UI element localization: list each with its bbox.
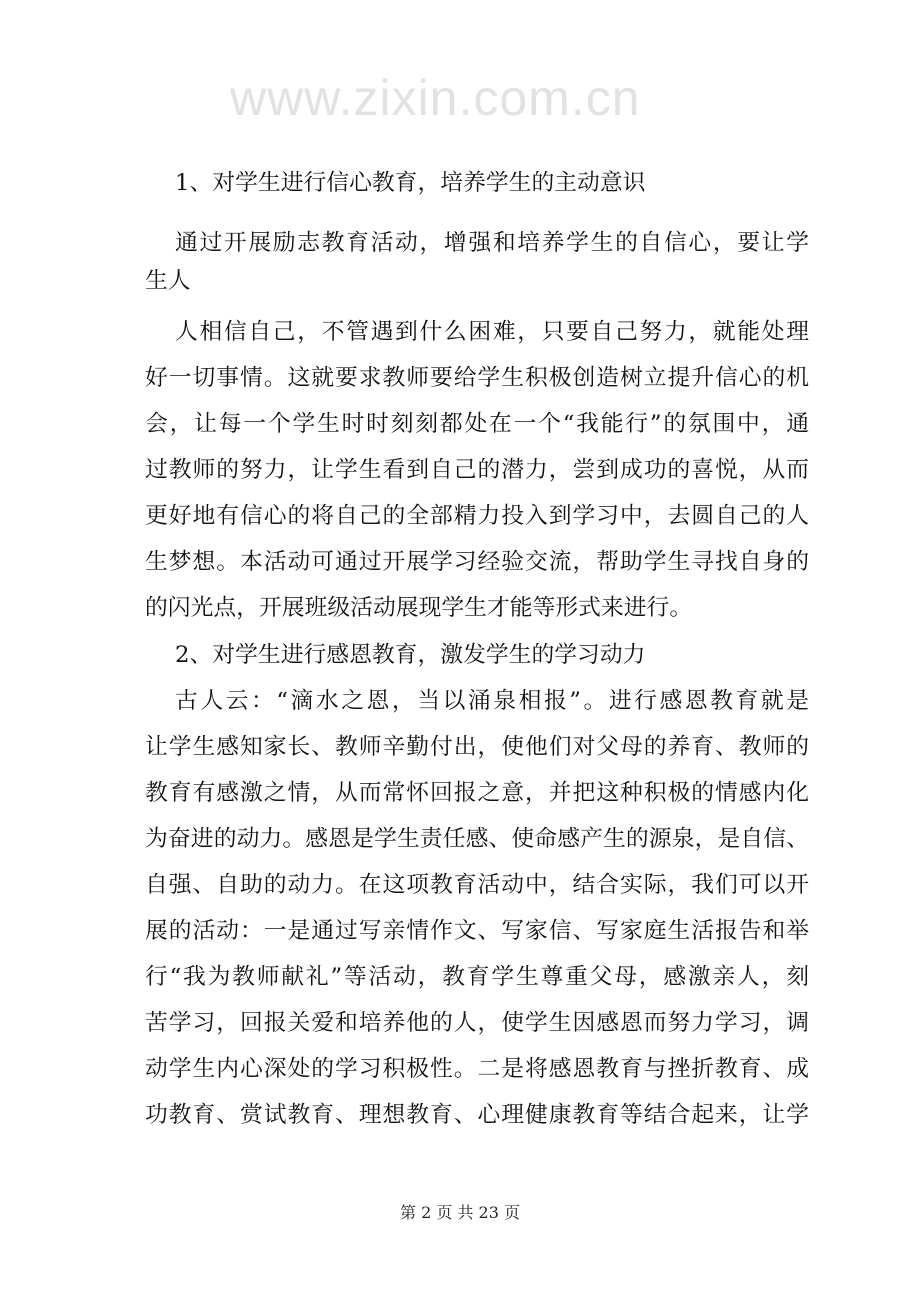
paragraph-line: 苦学习，回报关爱和培养他的人，使学生因感恩而努力学习，调: [145, 1010, 809, 1036]
paragraph-line: 为奋进的动力。感恩是学生责任感、使命感产生的源泉，是自信、: [145, 826, 809, 852]
paragraph-line: 好一切事情。这就要求教师要给学生积极创造树立提升信心的机: [145, 365, 809, 391]
section-heading-1: 1、对学生进行信心教育，培养学生的主动意识: [175, 170, 646, 196]
section-heading-2: 2、对学生进行感恩教育，激发学生的学习动力: [175, 642, 646, 668]
paragraph-line: 的闪光点，开展班级活动展现学生才能等形式来进行。: [145, 595, 693, 621]
paragraph-line: 人相信自己，不管遇到什么困难，只要自己努力，就能处理: [175, 319, 809, 345]
paragraph-line: 生人: [145, 268, 191, 294]
paragraph-line: 功教育、赏试教育、理想教育、心理健康教育等结合起来，让学: [145, 1102, 809, 1128]
paragraph-line: 更好地有信心的将自己的全部精力投入到学习中，去圆自己的人: [145, 503, 809, 529]
paragraph-line: 自强、自助的动力。在这项教育活动中，结合实际，我们可以开: [145, 872, 809, 898]
paragraph-line: 过教师的努力，让学生看到自己的潜力，尝到成功的喜悦，从而: [145, 457, 809, 483]
page-number-footer: 第 2 页 共 23 页: [400, 1203, 520, 1222]
paragraph-line: 动学生内心深处的学习积极性。二是将感恩教育与挫折教育、成: [145, 1056, 809, 1082]
paragraph-line: 古人云：“滴水之恩，当以涌泉相报”。进行感恩教育就是: [175, 688, 809, 714]
paragraph-line: 通过开展励志教育活动，增强和培养学生的自信心，要让学: [175, 230, 809, 256]
paragraph-line: 教育有感激之情，从而常怀回报之意，并把这种积极的情感内化: [145, 780, 809, 806]
paragraph-line: 展的活动：一是通过写亲情作文、写家信、写家庭生活报告和举: [145, 918, 809, 944]
paragraph-line: 行“我为教师献礼”等活动，教育学生尊重父母，感激亲人，刻: [145, 964, 809, 990]
watermark: www.zixin.com.cn: [230, 70, 641, 126]
paragraph-line: 生梦想。本活动可通过开展学习经验交流，帮助学生寻找自身的: [145, 549, 809, 575]
paragraph-line: 让学生感知家长、教师辛勤付出，使他们对父母的养育、教师的: [145, 734, 809, 760]
paragraph-line: 会，让每一个学生时时刻刻都处在一个“我能行”的氛围中，通: [145, 411, 809, 437]
